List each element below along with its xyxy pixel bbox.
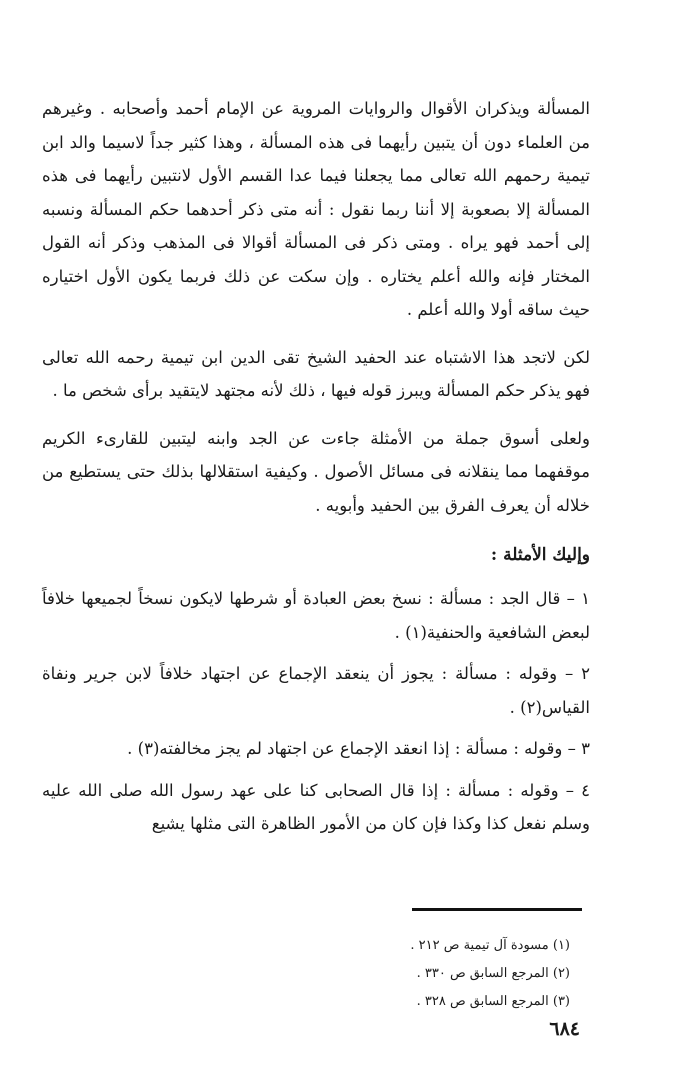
paragraph-1: المسألة ويذكران الأقوال والروايات المروية عن الإمام أحمد وأصحابه . وغيرهم من العلماء دون أن يتبين رأيهما فى هذه المسألة ، وهذا كثير جداً لاسيما والد ابن تيمية رحمهم الله تعالى مما يجعلنا فيما عدا القسم الأول لانتبين رأيهما فى هذه المسألة إلا بصعوبة إلا أننا ربما نقول : أنه متى ذكر أحدهما حكم المسألة ونسبه إلى أحمد فهو يراه . ومتى ذكر فى المسألة أقوالا فى المذهب وذكر أنه القول المختار فإنه والله أعلم يختاره . وإن سكت عن ذلك فربما يكون الأول اختياره حيث ساقه أولا والله أعلم .	[42, 99, 590, 319]
footnote-divider	[412, 908, 582, 911]
page-body	[42, 92, 590, 849]
footnote-2: (٢) المرجع السابق ص ٣٣٠ .	[416, 966, 570, 981]
footnotes	[230, 932, 570, 1016]
example-item-4: ٤ – وقوله : مسألة : إذا قال الصحابى كنا على عهد رسول الله صلى الله عليه وسلم نفعل كذا وكذا فإن كان من الأمور الظاهرة التى مثلها يشيع	[42, 780, 590, 833]
page-number: ٦٨٤	[549, 1018, 580, 1040]
example-item-1: ١ – قال الجد : مسألة : نسخ بعض العبادة أو شرطها لايكون نسخاً لجميعها خلافاً لبعض الشافعية والحنفية(١) .	[42, 589, 590, 642]
paragraph-2: لكن لاتجد هذا الاشتباه عند الحفيد الشيخ تقى الدين ابن تيمية رحمه الله تعالى فهو يذكر حكم المسألة ويبرز قوله فيها ، ذلك لأنه مجتهد لايتقيد برأى شخص ما .	[42, 347, 590, 400]
example-item-2: ٢ – وقوله : مسألة : يجوز أن ينعقد الإجماع عن اجتهاد خلافاً لابن جرير ونفاة القياس(٢) .	[42, 664, 590, 717]
section-heading: وإليك الأمثلة :	[490, 545, 590, 565]
footnote-1: (١) مسودة آل تيمية ص ٢١٢ .	[410, 938, 570, 953]
paragraph-3: ولعلى أسوق جملة من الأمثلة جاءت عن الجد وابنه ليتبين للقارىء الكريم موقفهما مما ينقلانه فى مسائل الأصول . وكيفية استقلالها بذلك حتى يستطيع من خلاله أن يعرف الفرق بين الحفيد وأبويه .	[42, 428, 590, 515]
footnote-3: (٣) المرجع السابق ص ٣٢٨ .	[416, 994, 570, 1009]
example-item-3: ٣ – وقوله : مسألة : إذا انعقد الإجماع عن اجتهاد لم يجز مخالفته(٣) .	[127, 739, 590, 758]
